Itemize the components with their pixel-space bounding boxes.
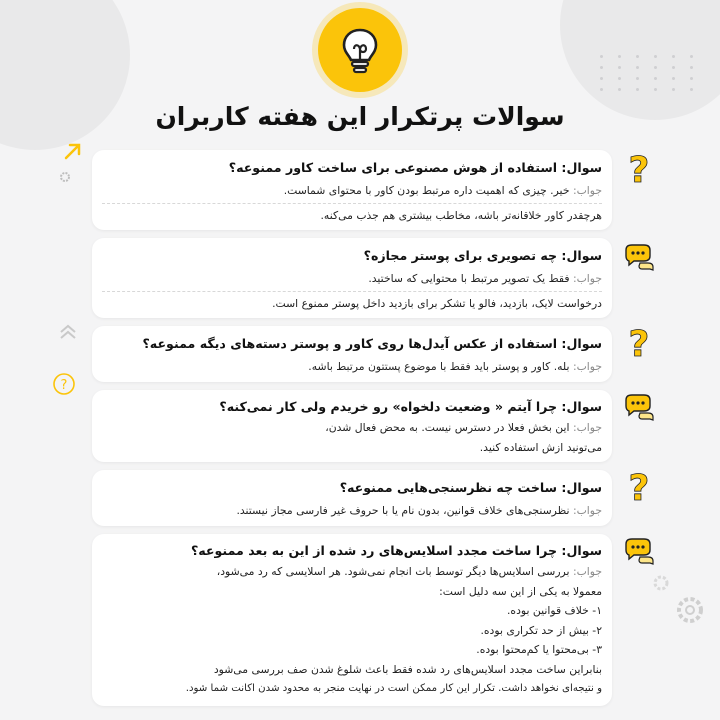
answer-label: جواب:	[572, 504, 602, 517]
faq-card	[92, 150, 612, 230]
dot-grid	[600, 55, 700, 91]
answer-label: جواب:	[572, 184, 602, 197]
chat-bubbles-icon	[622, 536, 656, 570]
lightbulb-logo	[318, 8, 402, 92]
question-mark-icon	[622, 326, 656, 360]
faq-answer-line	[102, 500, 602, 522]
faq-question: سوال: چرا ساخت مجدد اسلایس‌های رد شده از این به بعد ممنوعه؟	[190, 543, 602, 558]
svg-text:?: ?	[628, 470, 650, 504]
faq-answer-line: بنابراین ساخت مجدد اسلایس‌های رد شده فقط باعث شلوغ شدن صف بررسی می‌شود	[213, 662, 602, 676]
answer-text: نظرسنجی‌های خلاف قوانین، بدون نام یا با حروف غیر فارسی مجاز نیستند.	[236, 504, 570, 517]
answer-text: فقط یک تصویر مرتبط با محتوایی که ساختید.	[368, 272, 570, 285]
faq-answer-line	[102, 180, 602, 202]
faq-card	[92, 534, 612, 706]
gear-icon	[58, 170, 72, 184]
svg-text:?: ?	[60, 378, 68, 393]
divider	[102, 203, 602, 204]
faq-answer-line: می‌تونید ازش استفاده کنید.	[479, 441, 602, 454]
gear-icon	[650, 572, 672, 594]
question-mark-icon	[622, 152, 656, 186]
divider	[102, 291, 602, 292]
answer-label: جواب:	[572, 421, 602, 434]
faq-card	[92, 238, 612, 318]
faq-answer-line: ۱- خلاف قوانین بوده.	[506, 604, 602, 617]
faq-answer-line: هرچقدر کاور خلاقانه‌تر باشه، مخاطب بیشتری هم جذب می‌کنه.	[320, 209, 602, 222]
answer-text: این بخش فعلا در دسترس نیست. به محض فعال شدن،	[325, 421, 570, 434]
faq-question: سوال: چرا آیتم « وضعیت دلخواه» رو خریدم ولی کار نمی‌کنه؟	[219, 399, 602, 414]
faq-answer-line: و نتیجه‌ای نخواهد داشت. تکرار این کار ممکن است در نهایت منجر به محدود شدن اکانت شما شود.	[185, 683, 602, 694]
faq-card	[92, 470, 612, 526]
answer-label: جواب:	[572, 565, 602, 578]
question-circle-icon	[52, 372, 76, 396]
answer-text: بررسی اسلایس‌ها دیگر توسط بات انجام نمی‌شود. هر اسلایسی که رد می‌شود،	[216, 565, 570, 578]
chat-bubbles-icon	[622, 242, 656, 276]
svg-text:?: ?	[628, 326, 650, 360]
page-title: سوالات پرتکرار این هفته کاربران	[155, 102, 565, 131]
faq-answer-line	[102, 562, 602, 582]
faq-card	[92, 326, 612, 382]
answer-label: جواب:	[572, 272, 602, 285]
faq-answer-line: معمولا به یکی از این سه دلیل است:	[439, 584, 602, 598]
faq-question: سوال: ساخت چه نظرسنجی‌هایی ممنوعه؟	[339, 480, 602, 495]
lightbulb-icon	[332, 22, 388, 78]
arrow-icon	[62, 140, 84, 162]
answer-text: خیر. چیزی که اهمیت داره مرتبط بودن کاور با محتوای شماست.	[283, 184, 570, 197]
answer-text: بله. کاور و پوستر باید فقط با موضوع پستتون مرتبط باشه.	[308, 360, 570, 373]
faq-answer-line	[102, 356, 602, 378]
gear-icon	[670, 590, 710, 630]
faq-question: سوال: استفاده از هوش مصنوعی برای ساخت کاور ممنوعه؟	[228, 160, 602, 175]
faq-answer-line: ۲- بیش از حد تکراری بوده.	[480, 623, 602, 637]
faq-question: سوال: استفاده از عکس آیدل‌ها روی کاور و پوستر دسته‌های دیگه ممنوعه؟	[142, 336, 602, 351]
svg-text:?: ?	[628, 152, 650, 186]
chat-bubbles-icon	[622, 392, 656, 426]
chevrons-icon	[58, 322, 78, 344]
question-mark-icon	[622, 470, 656, 504]
answer-label: جواب:	[572, 360, 602, 373]
faq-answer-line: درخواست لایک، بازدید، فالو یا تشکر برای بازدید داخل پوستر ممنوع است.	[272, 297, 602, 310]
faq-answer-line: ۳- بی‌محتوا یا کم‌محتوا بوده.	[476, 643, 602, 656]
faq-card	[92, 390, 612, 462]
faq-answer-line	[102, 418, 602, 438]
faq-question: سوال: چه تصویری برای پوستر مجازه؟	[363, 248, 602, 263]
faq-answer-line	[102, 268, 602, 290]
